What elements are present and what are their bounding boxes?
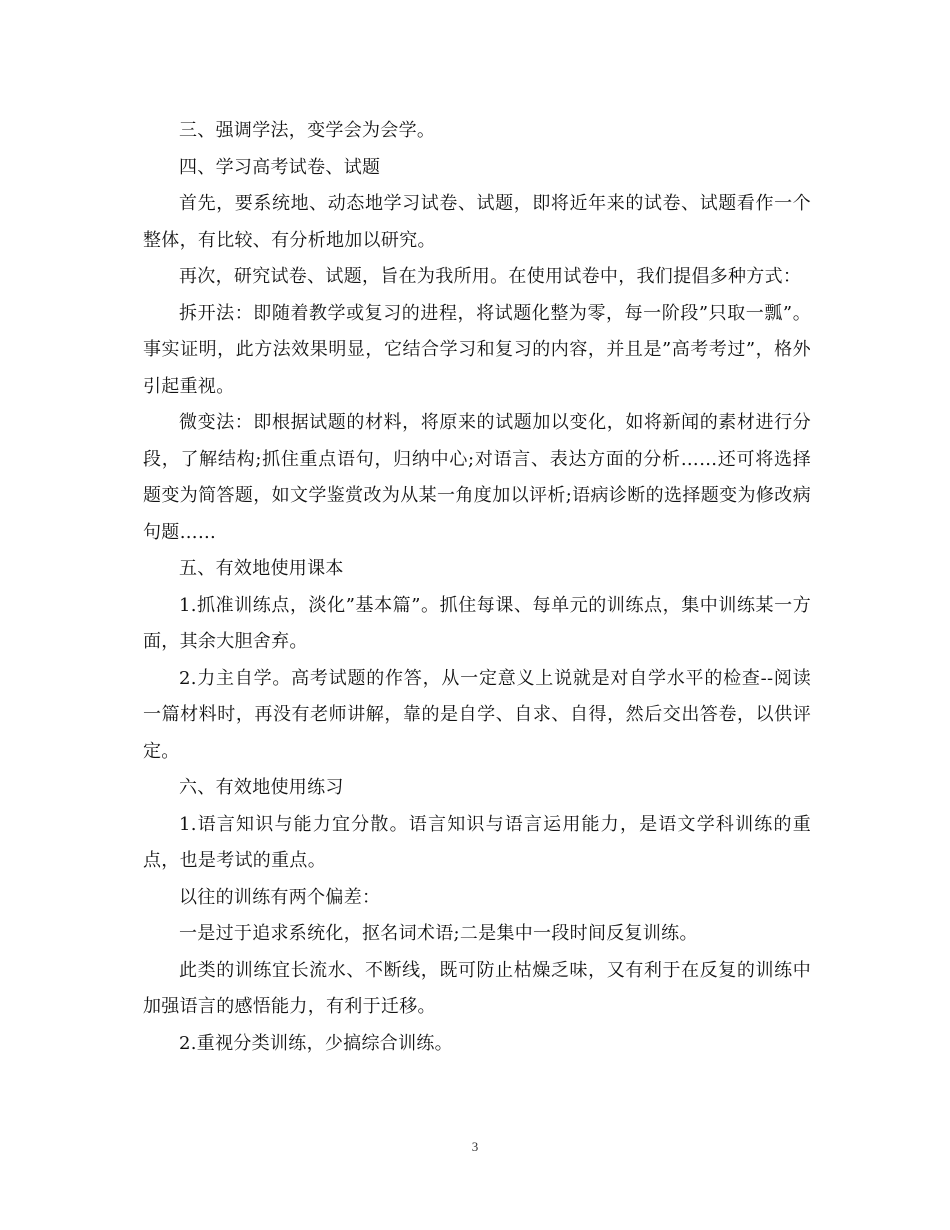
paragraph: 再次，研究试卷、试题，旨在为我所用。在使用试卷中，我们提倡多种方式：	[179, 266, 802, 287]
paragraph: 一是过于追求系统化，抠名词术语;二是集中一段时间反复训练。	[179, 923, 698, 944]
paragraph: 首先，要系统地、动态地学习试卷、试题，即将近年来的试卷、试题看作一个整体，有比较、有分析地加以研究。	[143, 193, 811, 251]
paragraph: 此类的训练宜长流水、不断线，既可防止枯燥乏味，又有利于在反复的训练中加强语言的感悟能力，有利于迁移。	[143, 959, 811, 1017]
document-body	[143, 113, 811, 1062]
paragraph: 2.重视分类训练，少搞综合训练。	[179, 1032, 453, 1054]
page-number: 3	[471, 1139, 479, 1154]
paragraph: 三、强调学法，变学会为会学。	[179, 120, 436, 141]
paragraph: 1.抓准训练点，淡化”基本篇”。抓住每课、每单元的训练点，集中训练某一方面，其余大胆舍弃。	[143, 594, 811, 652]
paragraph: 1.语言知识与能力宜分散。语言知识与语言运用能力，是语文学科训练的重点，也是考试的重点。	[143, 813, 811, 871]
paragraph: 拆开法：即随着教学或复习的进程，将试题化整为零，每一阶段”只取一瓢”。事实证明，此方法效果明显，它结合学习和复习的内容，并且是”高考考过”，格外引起重视。	[143, 302, 811, 397]
paragraph: 六、有效地使用练习	[179, 777, 344, 798]
paragraph: 以往的训练有两个偏差：	[179, 886, 381, 908]
paragraph: 2.力主自学。高考试题的作答，从一定意义上说就是对自学水平的检查--阅读一篇材料时，再没有老师讲解，靠的是自学、自求、自得，然后交出答卷，以供评定。	[143, 667, 811, 762]
paragraph: 四、学习高考试卷、试题	[179, 156, 381, 178]
paragraph: 微变法：即根据试题的材料，将原来的试题加以变化，如将新闻的素材进行分段，了解结构;抓住重点语句，归纳中心;对语言、表达方面的分析……还可将选择题变为简答题，如文学鉴赏改为从某一角度加以评析;语病诊断的选择题变为修改病句题……	[143, 412, 811, 543]
paragraph: 五、有效地使用课本	[179, 558, 344, 579]
